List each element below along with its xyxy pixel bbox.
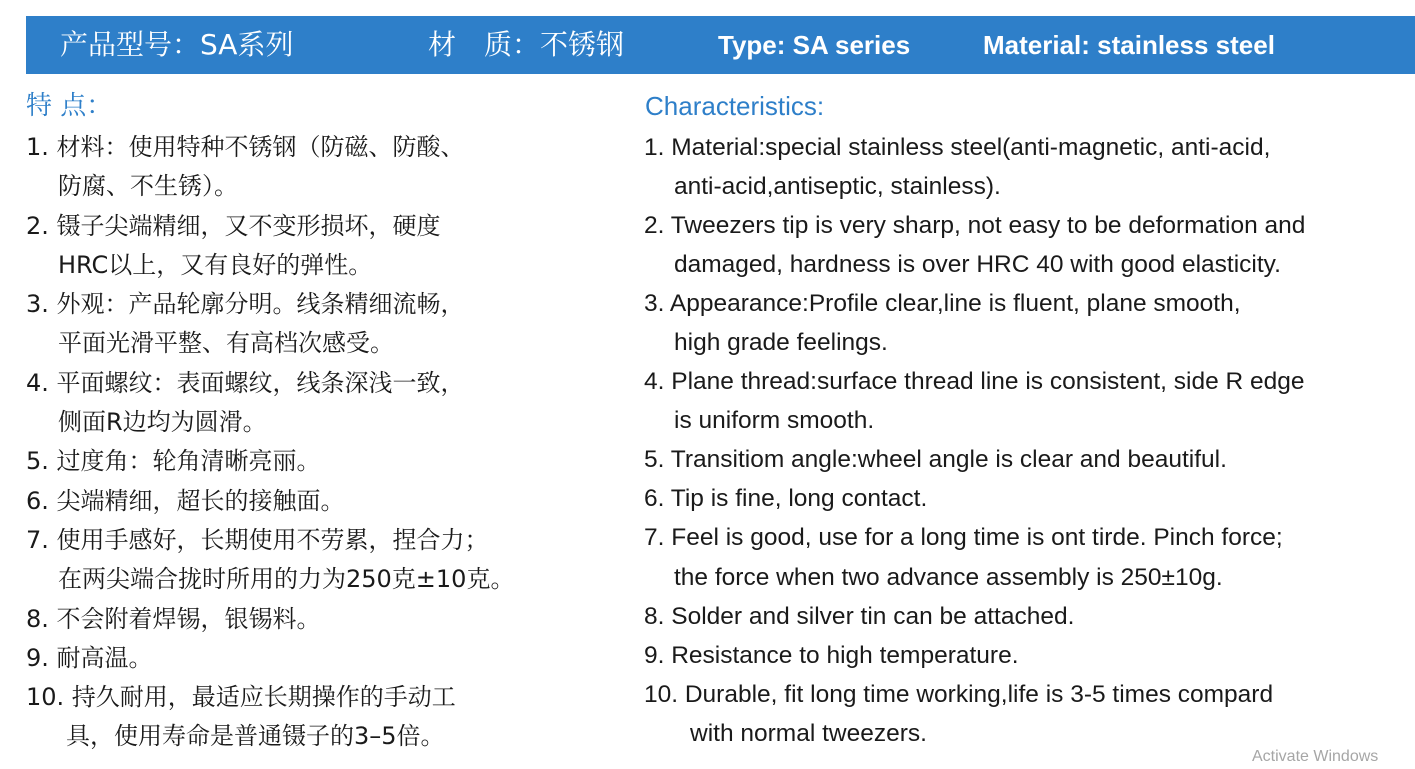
- feature-line-continued: 侧面R边均为圆滑。: [58, 408, 267, 437]
- feature-item-cn-1: [26, 128, 626, 207]
- feature-list-cn: [26, 128, 626, 757]
- feature-line: 4. 平面螺纹：表面螺纹，线条深浅一致，: [26, 368, 465, 397]
- feature-item-en-5: [644, 440, 1415, 479]
- material-label-en: Material: stainless steel: [983, 30, 1275, 60]
- feature-item-cn-3: [26, 285, 626, 364]
- feature-line-continued: 具，使用寿命是普通镊子的3–5倍。: [66, 722, 445, 751]
- feature-line-continued: high grade feelings.: [674, 329, 888, 357]
- header-banner: [26, 16, 1415, 74]
- feature-item-en-3: [644, 284, 1415, 362]
- feature-line: 6. Tip is fine, long contact.: [644, 485, 928, 513]
- feature-line: 6. 尖端精细，超长的接触面。: [26, 486, 345, 515]
- feature-item-cn-2: [26, 207, 626, 286]
- feature-item-cn-7: [26, 521, 626, 600]
- feature-item-cn-4: [26, 364, 626, 443]
- features-heading-cn: 特 点：: [26, 91, 113, 121]
- feature-item-cn-10: [26, 678, 626, 757]
- feature-line-continued: 在两尖端合拢时所用的力为250克±10克。: [58, 565, 515, 594]
- feature-line-continued: the force when two advance assembly is 250±10g.: [674, 563, 1223, 591]
- feature-line: 9. 耐高温。: [26, 643, 153, 672]
- feature-line-continued: with normal tweezers.: [690, 719, 927, 747]
- feature-line: 7. 使用手感好，长期使用不劳累，捏合力；: [26, 525, 489, 554]
- feature-line: 7. Feel is good, use for a long time is ont tirde. Pinch force;: [644, 524, 1283, 552]
- feature-item-en-10: [644, 675, 1415, 753]
- feature-line-continued: anti-acid,antiseptic, stainless).: [674, 173, 1001, 201]
- feature-item-en-8: [644, 597, 1415, 636]
- feature-item-en-2: [644, 206, 1415, 284]
- activate-windows-watermark: Activate Windows: [1252, 748, 1379, 765]
- feature-list-en: [644, 128, 1415, 753]
- feature-line: 8. Solder and silver tin can be attached.: [644, 602, 1075, 630]
- feature-line: 5. 过度角：轮角清晰亮丽。: [26, 447, 321, 476]
- material-label-cn: 材 质：不锈钢: [428, 28, 625, 61]
- feature-line: 9. Resistance to high temperature.: [644, 641, 1019, 669]
- feature-line: 10. Durable, fit long time working,life is 3-5 times compard: [644, 680, 1274, 708]
- feature-line: 2. Tweezers tip is very sharp, not easy to be deformation and: [644, 212, 1306, 240]
- feature-line-continued: 平面光滑平整、有高档次感受。: [58, 329, 394, 358]
- feature-line: 1. 材料：使用特种不锈钢（防磁、防酸、: [26, 133, 465, 161]
- model-label-cn: 产品型号：SA系列: [60, 28, 294, 61]
- feature-line: 4. Plane thread:surface thread line is consistent, side R edge: [644, 368, 1305, 396]
- feature-line: 2. 镊子尖端精细，又不变形损坏，硬度: [26, 211, 441, 240]
- feature-line: 5. Transitiom angle:wheel angle is clear and beautiful.: [644, 446, 1227, 474]
- feature-item-en-1: [644, 128, 1415, 206]
- feature-item-cn-9: [26, 639, 626, 678]
- feature-line: 8. 不会附着焊锡，银锡料。: [26, 604, 321, 633]
- type-label-en: Type: SA series: [718, 30, 911, 60]
- feature-item-cn-5: [26, 442, 626, 481]
- feature-line: 3. Appearance:Profile clear,line is fluent, plane smooth,: [644, 290, 1241, 318]
- features-heading-en: Characteristics:: [645, 91, 825, 121]
- feature-item-en-6: [644, 479, 1415, 518]
- feature-item-cn-6: [26, 482, 626, 521]
- feature-item-en-9: [644, 636, 1415, 675]
- feature-item-cn-8: [26, 600, 626, 639]
- feature-line-continued: HRC以上，又有良好的弹性。: [58, 250, 373, 279]
- feature-line: 10. 持久耐用，最适应长期操作的手动工: [26, 683, 456, 712]
- feature-line-continued: damaged, hardness is over HRC 40 with good elasticity.: [674, 251, 1281, 279]
- feature-line-continued: is uniform smooth.: [674, 407, 875, 435]
- feature-item-en-4: [644, 362, 1415, 440]
- feature-line-continued: 防腐、不生锈）。: [58, 172, 238, 201]
- feature-item-en-7: [644, 518, 1415, 596]
- feature-line: 3. 外观：产品轮廓分明。线条精细流畅，: [26, 290, 465, 319]
- feature-line: 1. Material:special stainless steel(anti-magnetic, anti-acid,: [644, 134, 1271, 161]
